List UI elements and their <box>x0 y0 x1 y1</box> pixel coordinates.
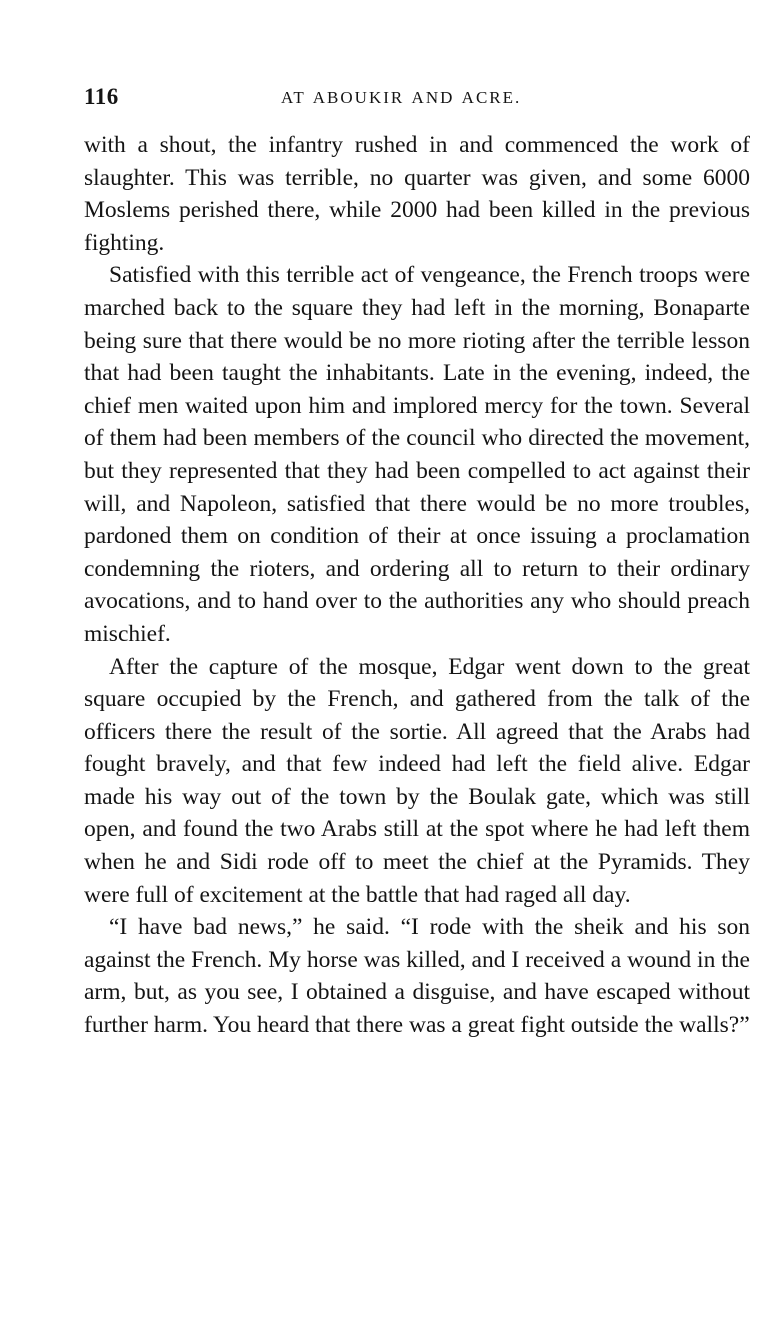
paragraph: After the capture of the mosque, Edgar went down to the great square occupied by the French, and gathered from the talk of the officers there the result of the sortie. All agreed that the Arabs had fought bravely, and that few indeed had left the field alive. Edgar made his way out of the town by the Boulak gate, which was still open, and found the two Arabs still at the spot where he had left them when he and Sidi rode off to meet the chief at the Pyramids. They were full of excitement at the battle that had raged all day. <box>84 653 750 908</box>
paragraph-continued: with a shout, the infantry rushed in and commenced the work of slaughter. This was terrible, no quarter was given, and some 6000 Moslems perished there, while 2000 had been killed in the previous fighting. <box>84 132 750 256</box>
paragraph: Satisfied with this terrible act of vengeance, the French troops were marched back to the square they had left in the morning, Bonaparte being sure that there would be no more rioting after the terrible lesson that had been taught the inhabitants. Late in the evening, indeed, the chief men waited upon him and implored mercy for the town. Several of them had been members of the council who directed the movement, but they represented that they had been compelled to act against their will, and Napoleon, satisfied that there would be no more troubles, pardoned them on condition of their at once issuing a proclamation condemning the rioters, and ordering all to return to their ordinary avocations, and to hand over to the authorities any who should preach mischief. <box>84 262 750 647</box>
body-text <box>84 129 750 1042</box>
page-number: 116 <box>84 84 119 109</box>
paragraph: “I have bad news,” he said. “I rode with the sheik and his son against the French. My horse was killed, and I received a wound in the arm, but, as you see, I obtained a disguise, and have escaped without further harm. You heard that there was a great fight outside the walls?” <box>84 914 750 1039</box>
running-title: AT ABOUKIR AND ACRE. <box>281 88 522 107</box>
running-head <box>84 84 750 114</box>
